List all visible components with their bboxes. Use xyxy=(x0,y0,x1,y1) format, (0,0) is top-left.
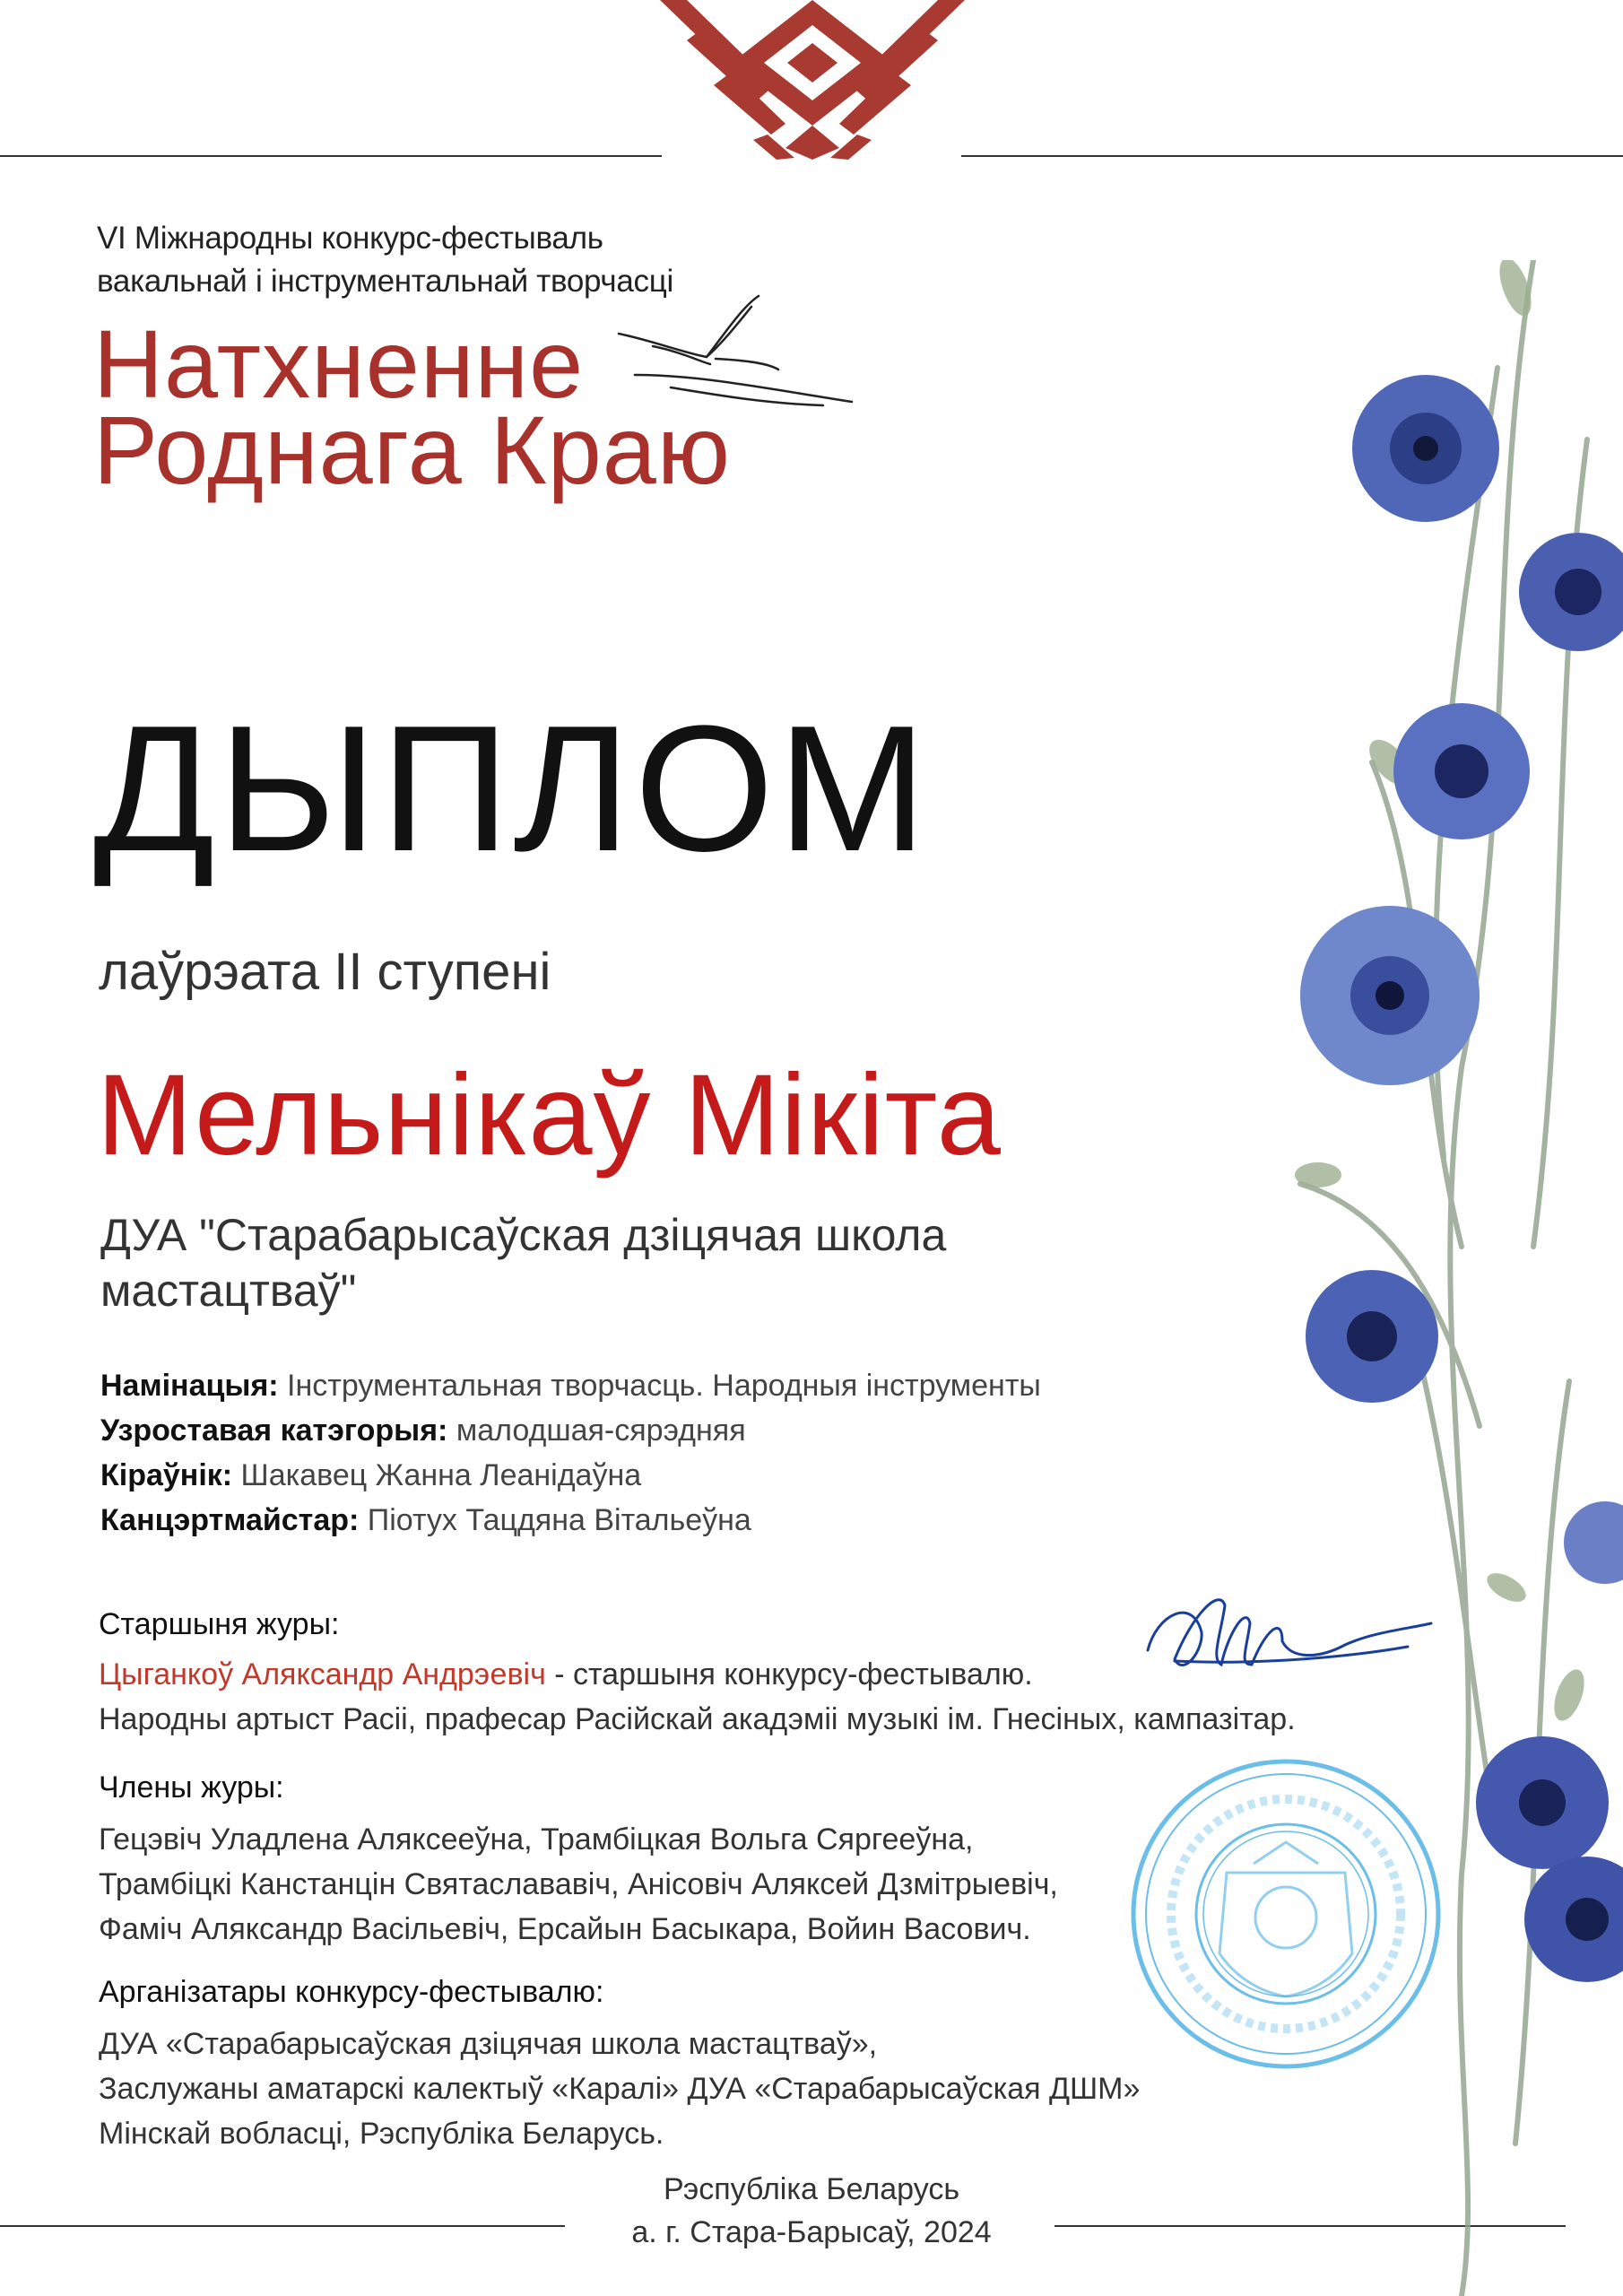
official-stamp-image xyxy=(1128,1756,1444,2072)
header-rule-right xyxy=(961,155,1623,157)
organizers-heading: Арганізатары конкурсу-фестывалю: xyxy=(99,1975,604,2009)
festival-line-1: VI Міжнародны конкурс-фестываль xyxy=(97,221,603,256)
jury-members-line: Фаміч Аляксандр Васільевіч, Ерсайын Басыкара, Войин Васович. xyxy=(99,1912,1031,1946)
detail-age-category xyxy=(100,1413,746,1448)
organizers-line: ДУА «Старабарысаўская дзіцячая школа мастацтваў», xyxy=(99,2027,878,2061)
jury-members-line: Трамбіцкі Канстанцін Святаслававіч, Анісовіч Аляксей Дзмітрыевіч, xyxy=(99,1867,1058,1901)
jury-chair-titles: Народны артыст Расіі, прафесар Расійскай акадэміі музыкі ім. Гнесіных, кампазітар. xyxy=(99,1702,1296,1736)
swallow-icon xyxy=(617,289,859,414)
footer-place-year: а. г. Стара-Барысаў, 2024 xyxy=(631,2215,992,2249)
jury-chair-name: Цыганкоў Аляксандр Андрэевіч xyxy=(99,1657,546,1692)
diploma-title: ДЫПЛОМ xyxy=(93,689,931,889)
organizers-line: Заслужаны аматарскі калектыў «Каралі» ДУА «Старабарысаўская ДШМ» xyxy=(99,2072,1141,2106)
detail-label: Узроставая катэгорыя: xyxy=(100,1413,448,1448)
footer-rule-left xyxy=(0,2225,565,2227)
detail-label: Намінацыя: xyxy=(100,1369,279,1403)
jury-chair-paragraph xyxy=(99,1652,1296,1742)
organizers-line: Мінскай вобласці, Рэспубліка Беларусь. xyxy=(99,2117,664,2151)
header-rule-left xyxy=(0,155,662,157)
school-name: ДУА "Старабарысаўская дзіцячая школа мастацтваў" xyxy=(100,1210,947,1316)
ornament-icon xyxy=(660,0,965,160)
detail-value: Піотух Тацдяна Вітальеўна xyxy=(359,1503,751,1537)
jury-chair-role: - старшыня конкурсу-фестывалю. xyxy=(545,1657,1033,1692)
festival-line-2: вакальнай і інструментальнай творчасці xyxy=(97,264,673,299)
laureate-name: Мельнікаў Мікіта xyxy=(97,1051,1002,1179)
logo-word-1: Натхненне xyxy=(93,309,585,418)
footer-country: Рэспубліка Беларусь xyxy=(663,2172,960,2206)
detail-label: Канцэртмайстар: xyxy=(100,1503,360,1537)
detail-value: Інструментальная творчасць. Народныя інструменты xyxy=(278,1369,1041,1403)
diploma-subtitle: лаўрэата II ступені xyxy=(99,943,551,1001)
detail-nomination xyxy=(100,1369,1041,1404)
detail-value: малодшая-сярэдняя xyxy=(447,1413,746,1448)
organizers-list xyxy=(99,2022,1140,2156)
jury-members-line: Гецэвіч Уладлена Аляксееўна, Трамбіцкая Вольга Сяргееўна, xyxy=(99,1822,974,1857)
jury-chair-heading: Старшыня журы: xyxy=(99,1607,340,1641)
detail-value: Шакавец Жанна Леанідаўна xyxy=(232,1458,642,1492)
detail-accompanist xyxy=(100,1503,751,1538)
jury-members-list xyxy=(99,1817,1058,1952)
detail-supervisor xyxy=(100,1458,641,1493)
signature-image xyxy=(1139,1578,1435,1686)
logo-word-2: Роднага Краю xyxy=(93,396,731,504)
detail-label: Кіраўнік: xyxy=(100,1458,233,1492)
jury-members-heading: Члены журы: xyxy=(99,1770,284,1805)
